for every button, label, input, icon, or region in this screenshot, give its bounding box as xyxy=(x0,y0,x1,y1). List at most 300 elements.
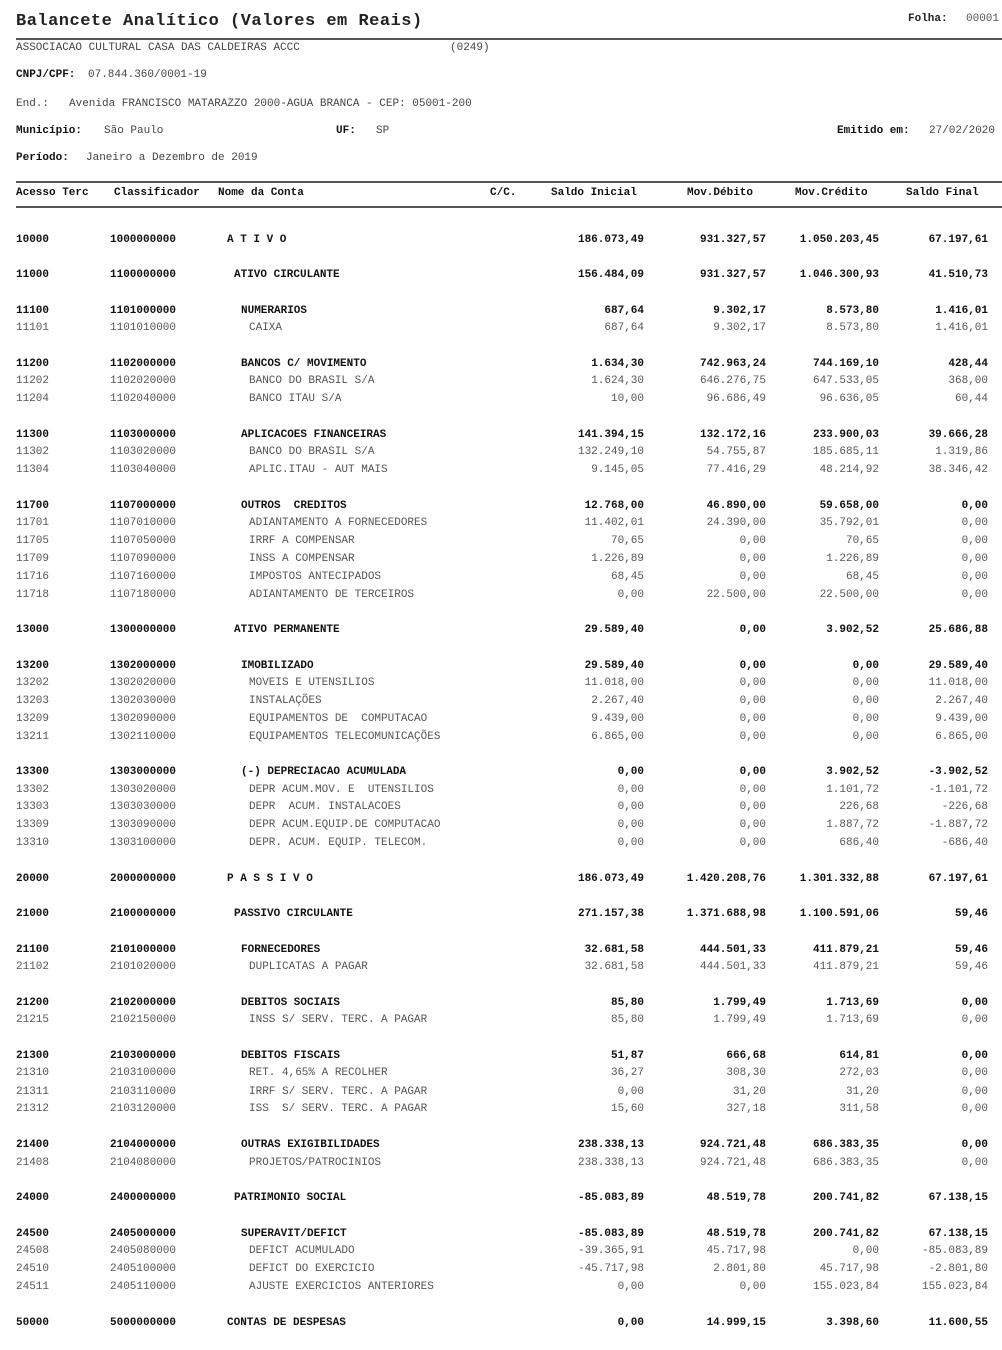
account-name-cell: BANCO DO BRASIL S/A xyxy=(249,375,375,387)
classificador-cell: 1303100000 xyxy=(110,837,177,849)
table-row xyxy=(0,731,1002,746)
account-name-cell: PATRIMONIO SOCIAL xyxy=(234,1192,347,1204)
mov-credito-cell: 3.902,52 xyxy=(826,624,879,636)
saldo-inicial-cell: 271.157,38 xyxy=(577,908,644,920)
mov-credito-cell: 1.713,69 xyxy=(826,1014,879,1026)
table-row xyxy=(0,393,1002,408)
header-bottom-rule xyxy=(16,206,1002,208)
classificador-cell: 2405100000 xyxy=(110,1263,177,1275)
saldo-final-cell: 1.319,86 xyxy=(935,446,988,458)
table-row xyxy=(0,358,1002,373)
account-name-cell: ADIANTAMENTO DE TERCEIROS xyxy=(249,589,415,601)
saldo-final-cell: 0,00 xyxy=(961,535,988,547)
classificador-cell: 2405080000 xyxy=(110,1245,177,1257)
account-name-cell: DUPLICATAS A PAGAR xyxy=(249,961,368,973)
acesso-cell: 24000 xyxy=(16,1192,50,1204)
address-value: Avenida FRANCISCO MATARAZZO 2000-AGUA BRANCA - CEP: 05001-200 xyxy=(69,98,472,110)
saldo-inicial-cell: 85,80 xyxy=(610,1014,644,1026)
saldo-inicial-cell: 0,00 xyxy=(617,819,644,831)
mov-debito-cell: 0,00 xyxy=(739,1281,766,1293)
header-top-rule xyxy=(16,181,1002,183)
account-name-cell: OUTRAS EXIGIBILIDADES xyxy=(241,1139,380,1151)
mov-debito-cell: 1.799,49 xyxy=(713,997,766,1009)
municipio-value: São Paulo xyxy=(104,125,164,137)
mov-debito-cell: 1.799,49 xyxy=(713,1014,766,1026)
mov-credito-cell: 200.741,82 xyxy=(812,1192,879,1204)
account-name-cell: DEFICT DO EXERCICIO xyxy=(249,1263,375,1275)
classificador-cell: 1302020000 xyxy=(110,677,177,689)
classificador-cell: 1302090000 xyxy=(110,713,177,725)
table-row xyxy=(0,517,1002,532)
classificador-cell: 2101000000 xyxy=(110,944,177,956)
periodo-value: Janeiro a Dezembro de 2019 xyxy=(86,152,258,164)
mov-credito-cell: 0,00 xyxy=(852,660,879,672)
acesso-cell: 11000 xyxy=(16,269,50,281)
account-name-cell: ATIVO PERMANENTE xyxy=(234,624,340,636)
account-name-cell: DEPR ACUM.EQUIP.DE COMPUTACAO xyxy=(249,819,441,831)
mov-debito-cell: 931.327,57 xyxy=(699,234,766,246)
saldo-inicial-cell: 68,45 xyxy=(610,571,644,583)
mov-debito-cell: 0,00 xyxy=(739,660,766,672)
table-row xyxy=(0,535,1002,550)
account-name-cell: IMOBILIZADO xyxy=(241,660,314,672)
acesso-cell: 11709 xyxy=(16,553,50,565)
mov-credito-cell: 3.398,60 xyxy=(826,1317,879,1329)
acesso-cell: 21200 xyxy=(16,997,50,1009)
classificador-cell: 1303000000 xyxy=(110,766,177,778)
saldo-final-cell: 41.510,73 xyxy=(928,269,988,281)
classificador-cell: 2102150000 xyxy=(110,1014,177,1026)
saldo-final-cell: -686,40 xyxy=(941,837,988,849)
acesso-cell: 24500 xyxy=(16,1228,50,1240)
mov-credito-cell: 45.717,98 xyxy=(819,1263,879,1275)
classificador-cell: 1107090000 xyxy=(110,553,177,565)
table-row xyxy=(0,1086,1002,1101)
mov-debito-cell: 646.276,75 xyxy=(699,375,766,387)
acesso-cell: 11204 xyxy=(16,393,50,405)
classificador-cell: 1107180000 xyxy=(110,589,177,601)
saldo-inicial-cell: 687,64 xyxy=(604,305,644,317)
classificador-cell: 5000000000 xyxy=(110,1317,177,1329)
classificador-cell: 2103120000 xyxy=(110,1103,177,1115)
account-name-cell: AJUSTE EXERCICIOS ANTERIORES xyxy=(249,1281,434,1293)
mov-credito-cell: 31,20 xyxy=(845,1086,879,1098)
mov-credito-cell: 0,00 xyxy=(852,731,879,743)
account-name-cell: ISS S/ SERV. TERC. A PAGAR xyxy=(249,1103,428,1115)
acesso-cell: 21215 xyxy=(16,1014,50,1026)
mov-credito-cell: 0,00 xyxy=(852,677,879,689)
table-row xyxy=(0,801,1002,816)
mov-credito-cell: 155.023,84 xyxy=(812,1281,879,1293)
mov-debito-cell: 742.963,24 xyxy=(699,358,766,370)
saldo-inicial-cell: 32.681,58 xyxy=(584,944,644,956)
mov-credito-cell: 48.214,92 xyxy=(819,464,879,476)
mov-debito-cell: 931.327,57 xyxy=(699,269,766,281)
table-row xyxy=(0,305,1002,320)
classificador-cell: 2102000000 xyxy=(110,997,177,1009)
saldo-inicial-cell: 29.589,40 xyxy=(584,660,644,672)
table-row xyxy=(0,784,1002,799)
account-name-cell: APLIC.ITAU - AUT MAIS xyxy=(249,464,388,476)
table-row xyxy=(0,1281,1002,1296)
table-row xyxy=(0,961,1002,976)
saldo-final-cell: 38.346,42 xyxy=(928,464,988,476)
saldo-inicial-cell: -45.717,98 xyxy=(577,1263,644,1275)
account-name-cell: FORNECEDORES xyxy=(241,944,321,956)
table-row xyxy=(0,819,1002,834)
saldo-inicial-cell: 51,87 xyxy=(610,1050,644,1062)
acesso-cell: 13303 xyxy=(16,801,50,813)
table-row xyxy=(0,571,1002,586)
col-header-classificador: Classificador xyxy=(114,187,200,199)
saldo-final-cell: 6.865,00 xyxy=(935,731,988,743)
table-row xyxy=(0,873,1002,888)
classificador-cell: 2104080000 xyxy=(110,1157,177,1169)
classificador-cell: 1107010000 xyxy=(110,517,177,529)
mov-debito-cell: 1.420.208,76 xyxy=(686,873,766,885)
mov-credito-cell: 1.713,69 xyxy=(826,997,879,1009)
account-name-cell: (-) DEPRECIACAO ACUMULADA xyxy=(241,766,407,778)
col-header-nome: Nome da Conta xyxy=(218,187,304,199)
mov-credito-cell: 411.879,21 xyxy=(812,961,879,973)
mov-credito-cell: 686,40 xyxy=(839,837,879,849)
saldo-inicial-cell: 0,00 xyxy=(617,784,644,796)
classificador-cell: 1303030000 xyxy=(110,801,177,813)
mov-credito-cell: 311,58 xyxy=(839,1103,879,1115)
mov-credito-cell: 59.658,00 xyxy=(819,500,879,512)
table-row xyxy=(0,1228,1002,1243)
table-row xyxy=(0,766,1002,781)
saldo-final-cell: 9.439,00 xyxy=(935,713,988,725)
saldo-final-cell: 11.600,55 xyxy=(928,1317,988,1329)
account-name-cell: A T I V O xyxy=(227,234,287,246)
classificador-cell: 2101020000 xyxy=(110,961,177,973)
table-row xyxy=(0,624,1002,639)
table-row xyxy=(0,908,1002,923)
account-name-cell: DEBITOS SOCIAIS xyxy=(241,997,341,1009)
mov-credito-cell: 226,68 xyxy=(839,801,879,813)
mov-debito-cell: 924.721,48 xyxy=(699,1157,766,1169)
saldo-final-cell: 0,00 xyxy=(961,500,988,512)
classificador-cell: 2405110000 xyxy=(110,1281,177,1293)
classificador-cell: 1103040000 xyxy=(110,464,177,476)
table-row xyxy=(0,1245,1002,1260)
account-name-cell: RET. 4,65% A RECOLHER xyxy=(249,1067,388,1079)
saldo-inicial-cell: 0,00 xyxy=(617,1317,644,1329)
address-label: End.: xyxy=(16,98,50,110)
classificador-cell: 1107160000 xyxy=(110,571,177,583)
mov-credito-cell: 0,00 xyxy=(852,695,879,707)
classificador-cell: 1302030000 xyxy=(110,695,177,707)
saldo-final-cell: 29.589,40 xyxy=(928,660,988,672)
table-row xyxy=(0,1139,1002,1154)
mov-debito-cell: 0,00 xyxy=(739,677,766,689)
acesso-cell: 10000 xyxy=(16,234,50,246)
saldo-final-cell: -85.083,89 xyxy=(921,1245,988,1257)
saldo-inicial-cell: 2.267,40 xyxy=(591,695,644,707)
classificador-cell: 1000000000 xyxy=(110,234,177,246)
saldo-final-cell: 0,00 xyxy=(961,1086,988,1098)
table-row xyxy=(0,375,1002,390)
mov-credito-cell: 22.500,00 xyxy=(819,589,879,601)
saldo-final-cell: -226,68 xyxy=(941,801,988,813)
classificador-cell: 1102020000 xyxy=(110,375,177,387)
acesso-cell: 11304 xyxy=(16,464,50,476)
acesso-cell: 21310 xyxy=(16,1067,50,1079)
classificador-cell: 1100000000 xyxy=(110,269,177,281)
account-name-cell: EQUIPAMENTOS TELECOMUNICAÇÕES xyxy=(249,731,441,743)
saldo-inicial-cell: 0,00 xyxy=(617,766,644,778)
saldo-inicial-cell: 29.589,40 xyxy=(584,624,644,636)
classificador-cell: 1302110000 xyxy=(110,731,177,743)
table-row xyxy=(0,1067,1002,1082)
account-name-cell: PASSIVO CIRCULANTE xyxy=(234,908,353,920)
saldo-final-cell: 1.416,01 xyxy=(935,322,988,334)
mov-debito-cell: 22.500,00 xyxy=(706,589,766,601)
account-name-cell: INSS A COMPENSAR xyxy=(249,553,355,565)
saldo-final-cell: 0,00 xyxy=(961,589,988,601)
acesso-cell: 11701 xyxy=(16,517,50,529)
table-row xyxy=(0,1317,1002,1332)
mov-credito-cell: 647.533,05 xyxy=(812,375,879,387)
acesso-cell: 21300 xyxy=(16,1050,50,1062)
mov-credito-cell: 1.301.332,88 xyxy=(799,873,879,885)
saldo-final-cell: 67.138,15 xyxy=(928,1192,988,1204)
saldo-inicial-cell: 11.018,00 xyxy=(584,677,644,689)
table-row xyxy=(0,1050,1002,1065)
acesso-cell: 13310 xyxy=(16,837,50,849)
table-row xyxy=(0,837,1002,852)
saldo-inicial-cell: 36,27 xyxy=(610,1067,644,1079)
mov-debito-cell: 77.416,29 xyxy=(706,464,766,476)
mov-credito-cell: 185.685,11 xyxy=(812,446,879,458)
mov-debito-cell: 327,18 xyxy=(726,1103,766,1115)
table-row xyxy=(0,1192,1002,1207)
saldo-inicial-cell: 70,65 xyxy=(610,535,644,547)
mov-debito-cell: 2.801,80 xyxy=(713,1263,766,1275)
account-name-cell: INSS S/ SERV. TERC. A PAGAR xyxy=(249,1014,428,1026)
col-header-cc: C/C. xyxy=(490,187,517,199)
saldo-final-cell: 39.666,28 xyxy=(928,429,988,441)
table-row xyxy=(0,553,1002,568)
mov-debito-cell: 54.755,87 xyxy=(706,446,766,458)
account-name-cell: BANCO ITAU S/A xyxy=(249,393,342,405)
acesso-cell: 11202 xyxy=(16,375,50,387)
account-name-cell: NUMERARIOS xyxy=(241,305,308,317)
mov-credito-cell: 96.636,05 xyxy=(819,393,879,405)
mov-credito-cell: 200.741,82 xyxy=(812,1228,879,1240)
saldo-inicial-cell: -85.083,89 xyxy=(577,1192,644,1204)
uf-label: UF: xyxy=(336,125,356,137)
entity-code: (0249) xyxy=(450,42,490,54)
report-title: Balancete Analítico (Valores em Reais) xyxy=(16,12,423,31)
account-name-cell: MOVEIS E UTENSILIOS xyxy=(249,677,375,689)
account-name-cell: IRRF A COMPENSAR xyxy=(249,535,355,547)
saldo-inicial-cell: 156.484,09 xyxy=(577,269,644,281)
account-name-cell: CONTAS DE DESPESAS xyxy=(227,1317,346,1329)
saldo-final-cell: 0,00 xyxy=(961,1103,988,1115)
mov-credito-cell: 1.046.300,93 xyxy=(799,269,879,281)
account-name-cell: BANCOS C/ MOVIMENTO xyxy=(241,358,367,370)
table-row xyxy=(0,1103,1002,1118)
mov-debito-cell: 14.999,15 xyxy=(706,1317,766,1329)
acesso-cell: 13000 xyxy=(16,624,50,636)
mov-debito-cell: 0,00 xyxy=(739,695,766,707)
classificador-cell: 1101000000 xyxy=(110,305,177,317)
mov-debito-cell: 1.371.688,98 xyxy=(686,908,766,920)
mov-credito-cell: 1.887,72 xyxy=(826,819,879,831)
table-row xyxy=(0,1014,1002,1029)
mov-credito-cell: 233.900,03 xyxy=(812,429,879,441)
folha-value: 00001 xyxy=(966,13,1000,25)
classificador-cell: 1103000000 xyxy=(110,429,177,441)
acesso-cell: 11302 xyxy=(16,446,50,458)
acesso-cell: 13202 xyxy=(16,677,50,689)
classificador-cell: 1302000000 xyxy=(110,660,177,672)
acesso-cell: 13309 xyxy=(16,819,50,831)
cnpj-label: CNPJ/CPF: xyxy=(16,69,76,81)
acesso-cell: 24511 xyxy=(16,1281,50,1293)
mov-credito-cell: 1.226,89 xyxy=(826,553,879,565)
table-row xyxy=(0,677,1002,692)
mov-debito-cell: 132.172,16 xyxy=(699,429,766,441)
table-row xyxy=(0,1157,1002,1172)
classificador-cell: 1303090000 xyxy=(110,819,177,831)
acesso-cell: 11705 xyxy=(16,535,50,547)
table-row xyxy=(0,500,1002,515)
acesso-cell: 24510 xyxy=(16,1263,50,1275)
mov-debito-cell: 96.686,49 xyxy=(706,393,766,405)
mov-credito-cell: 70,65 xyxy=(845,535,879,547)
acesso-cell: 11200 xyxy=(16,358,50,370)
saldo-inicial-cell: 6.865,00 xyxy=(591,731,644,743)
account-name-cell: ATIVO CIRCULANTE xyxy=(234,269,340,281)
classificador-cell: 1103020000 xyxy=(110,446,177,458)
classificador-cell: 2405000000 xyxy=(110,1228,177,1240)
mov-debito-cell: 9.302,17 xyxy=(713,322,766,334)
mov-credito-cell: 8.573,80 xyxy=(826,305,879,317)
saldo-inicial-cell: 0,00 xyxy=(617,1281,644,1293)
account-name-cell: PROJETOS/PATROCINIOS xyxy=(249,1157,382,1169)
account-name-cell: SUPERAVIT/DEFICT xyxy=(241,1228,347,1240)
mov-debito-cell: 924.721,48 xyxy=(699,1139,766,1151)
classificador-cell: 1300000000 xyxy=(110,624,177,636)
saldo-inicial-cell: 1.624,30 xyxy=(591,375,644,387)
account-name-cell: DEBITOS FISCAIS xyxy=(241,1050,341,1062)
table-row xyxy=(0,429,1002,444)
saldo-inicial-cell: 238.338,13 xyxy=(577,1139,644,1151)
top-divider xyxy=(16,38,1002,40)
mov-credito-cell: 614,81 xyxy=(839,1050,879,1062)
saldo-final-cell: 67.138,15 xyxy=(928,1228,988,1240)
saldo-final-cell: 59,46 xyxy=(954,908,988,920)
acesso-cell: 13203 xyxy=(16,695,50,707)
acesso-cell: 11300 xyxy=(16,429,50,441)
emitido-value: 27/02/2020 xyxy=(929,125,996,137)
saldo-final-cell: 67.197,61 xyxy=(928,234,988,246)
saldo-inicial-cell: 141.394,15 xyxy=(577,429,644,441)
acesso-cell: 21102 xyxy=(16,961,50,973)
saldo-final-cell: -2.801,80 xyxy=(928,1263,988,1275)
saldo-final-cell: 67.197,61 xyxy=(928,873,988,885)
mov-credito-cell: 0,00 xyxy=(852,1245,879,1257)
account-name-cell: INSTALAÇÕES xyxy=(249,695,322,707)
table-row xyxy=(0,446,1002,461)
saldo-final-cell: 2.267,40 xyxy=(935,695,988,707)
mov-credito-cell: 1.100.591,06 xyxy=(799,908,879,920)
mov-credito-cell: 0,00 xyxy=(852,713,879,725)
saldo-inicial-cell: 85,80 xyxy=(610,997,644,1009)
acesso-cell: 13200 xyxy=(16,660,50,672)
table-row xyxy=(0,464,1002,479)
periodo-label: Período: xyxy=(16,152,69,164)
account-name-cell: APLICACOES FINANCEIRAS xyxy=(241,429,387,441)
saldo-final-cell: 25.686,88 xyxy=(928,624,988,636)
saldo-inicial-cell: -39.365,91 xyxy=(577,1245,644,1257)
mov-debito-cell: 444.501,33 xyxy=(699,961,766,973)
mov-credito-cell: 8.573,80 xyxy=(826,322,879,334)
col-header-mov-credito: Mov.Crédito xyxy=(795,187,868,199)
table-row xyxy=(0,322,1002,337)
account-name-cell: ADIANTAMENTO A FORNECEDORES xyxy=(249,517,428,529)
saldo-final-cell: 0,00 xyxy=(961,571,988,583)
classificador-cell: 1101010000 xyxy=(110,322,177,334)
account-name-cell: EQUIPAMENTOS DE COMPUTACAO xyxy=(249,713,428,725)
account-name-cell: IRRF S/ SERV. TERC. A PAGAR xyxy=(249,1086,428,1098)
entity-name: ASSOCIACAO CULTURAL CASA DAS CALDEIRAS ACCC xyxy=(16,42,300,54)
mov-credito-cell: 744.169,10 xyxy=(812,358,879,370)
mov-debito-cell: 0,00 xyxy=(739,819,766,831)
saldo-final-cell: -1.887,72 xyxy=(928,819,988,831)
classificador-cell: 2000000000 xyxy=(110,873,177,885)
acesso-cell: 21100 xyxy=(16,944,50,956)
saldo-inicial-cell: 32.681,58 xyxy=(584,961,644,973)
classificador-cell: 2400000000 xyxy=(110,1192,177,1204)
saldo-inicial-cell: 0,00 xyxy=(617,837,644,849)
account-name-cell: CAIXA xyxy=(249,322,283,334)
col-header-saldo-inicial: Saldo Inicial xyxy=(551,187,637,199)
classificador-cell: 1107000000 xyxy=(110,500,177,512)
saldo-inicial-cell: 15,60 xyxy=(610,1103,644,1115)
classificador-cell: 1107050000 xyxy=(110,535,177,547)
folha-label: Folha: xyxy=(908,13,948,25)
saldo-final-cell: 0,00 xyxy=(961,517,988,529)
municipio-label: Município: xyxy=(16,125,83,137)
cnpj-value: 07.844.360/0001-19 xyxy=(88,69,207,81)
acesso-cell: 13302 xyxy=(16,784,50,796)
saldo-final-cell: 59,46 xyxy=(954,961,988,973)
classificador-cell: 2100000000 xyxy=(110,908,177,920)
mov-debito-cell: 24.390,00 xyxy=(706,517,766,529)
col-header-saldo-final: Saldo Final xyxy=(906,187,979,199)
mov-debito-cell: 9.302,17 xyxy=(713,305,766,317)
col-header-acesso: Acesso Terc xyxy=(16,187,89,199)
acesso-cell: 21400 xyxy=(16,1139,50,1151)
mov-debito-cell: 48.519,78 xyxy=(706,1192,766,1204)
mov-debito-cell: 666,68 xyxy=(726,1050,766,1062)
acesso-cell: 13300 xyxy=(16,766,50,778)
saldo-inicial-cell: 12.768,00 xyxy=(584,500,644,512)
uf-value: SP xyxy=(376,125,390,137)
saldo-final-cell: 0,00 xyxy=(961,997,988,1009)
acesso-cell: 24508 xyxy=(16,1245,50,1257)
acesso-cell: 11716 xyxy=(16,571,50,583)
classificador-cell: 1102040000 xyxy=(110,393,177,405)
acesso-cell: 20000 xyxy=(16,873,50,885)
mov-credito-cell: 1.050.203,45 xyxy=(799,234,879,246)
account-name-cell: DEPR ACUM. INSTALACOES xyxy=(249,801,401,813)
mov-credito-cell: 3.902,52 xyxy=(826,766,879,778)
